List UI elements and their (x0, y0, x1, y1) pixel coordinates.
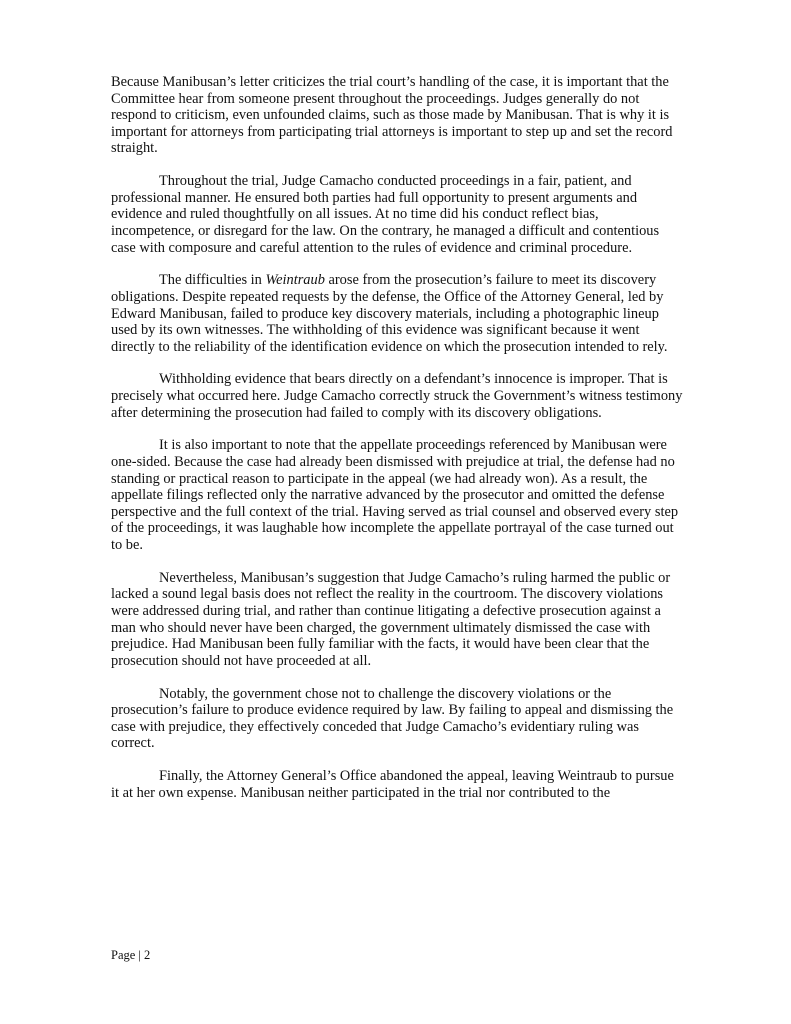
paragraph-6: Nevertheless, Manibusan’s suggestion that Judge Camacho’s ruling harmed the public or lacked a sound legal basis does not reflect the reality in the courtroom. The discovery violations were addressed during trial, and rather than continue litigating a defective prosecution against a man who should never have been charged, the government ultimately dismissed the case with prejudice. Had Manibusan been fully familiar with the facts, it would have been clear that the prosecution should not have proceeded at all. (111, 569, 671, 669)
page-number-footer: Page | 2 (111, 948, 151, 962)
paragraph-5: It is also important to note that the appellate proceedings referenced by Manibusan were one-sided. Because the case had already been dismissed with prejudice at trial, the defense had no standing or practical reason to participate in the appeal (we had already won). As a result, the appellate filings reflected only the narrative advanced by the prosecutor and omitted the defense perspective and the full context of the trial. Having served as trial counsel and observed every step of the proceedings, it was laughable how incomplete the appellate portrayal of the case turned out to be. (111, 437, 679, 553)
document-body (111, 74, 683, 801)
paragraph-4: Withholding evidence that bears directly on a defendant’s innocence is improper. That is precisely what occurred here. Judge Camacho correctly struck the Government’s witness testimony after determining the prosecution had failed to comply with its discovery obligations. (111, 371, 683, 421)
paragraph-8: Finally, the Attorney General’s Office abandoned the appeal, leaving Weintraub to pursue it at her own expense. Manibusan neither participated in the trial nor contributed to the (111, 768, 674, 801)
paragraph-3-rest: arose from the prosecution’s failure to meet its discovery obligations. Despite repeated requests by the defense, the Office of the Attorney General, led by Edward Manibusan, failed to produce key discovery materials, including a photographic lineup used by its own witnesses. The withholding of this evidence was significant because it went directly to the reliability of the identification evidence on which the prosecution intended to rely. (111, 272, 668, 355)
paragraph-7: Notably, the government chose not to challenge the discovery violations or the prosecution’s failure to produce evidence required by law. By failing to appeal and dismissing the case with prejudice, they effectively conceded that Judge Camacho’s evidentiary ruling was correct. (111, 685, 674, 752)
paragraph-1: Because Manibusan’s letter criticizes the trial court’s handling of the case, it is important that the Committee hear from someone present throughout the proceedings. Judges generally do not respond to criticism, even unfounded claims, such as those made by Manibusan. That is why it is important for attorneys from participating trial attorneys is important to step up and set the record straight. (111, 74, 673, 157)
paragraph-3-lead: The difficulties in (159, 272, 266, 289)
paragraph-3 (111, 272, 683, 355)
paragraph-2: Throughout the trial, Judge Camacho conducted proceedings in a fair, patient, and professional manner. He ensured both parties had full opportunity to present arguments and evidence and ruled thoughtfully on all issues. At no time did his conduct reflect bias, incompetence, or disregard for the law. On the contrary, he managed a difficult and contentious case with composure and careful attention to the rules of evidence and criminal procedure. (111, 173, 660, 256)
case-name-italic: Weintraub (265, 272, 325, 289)
